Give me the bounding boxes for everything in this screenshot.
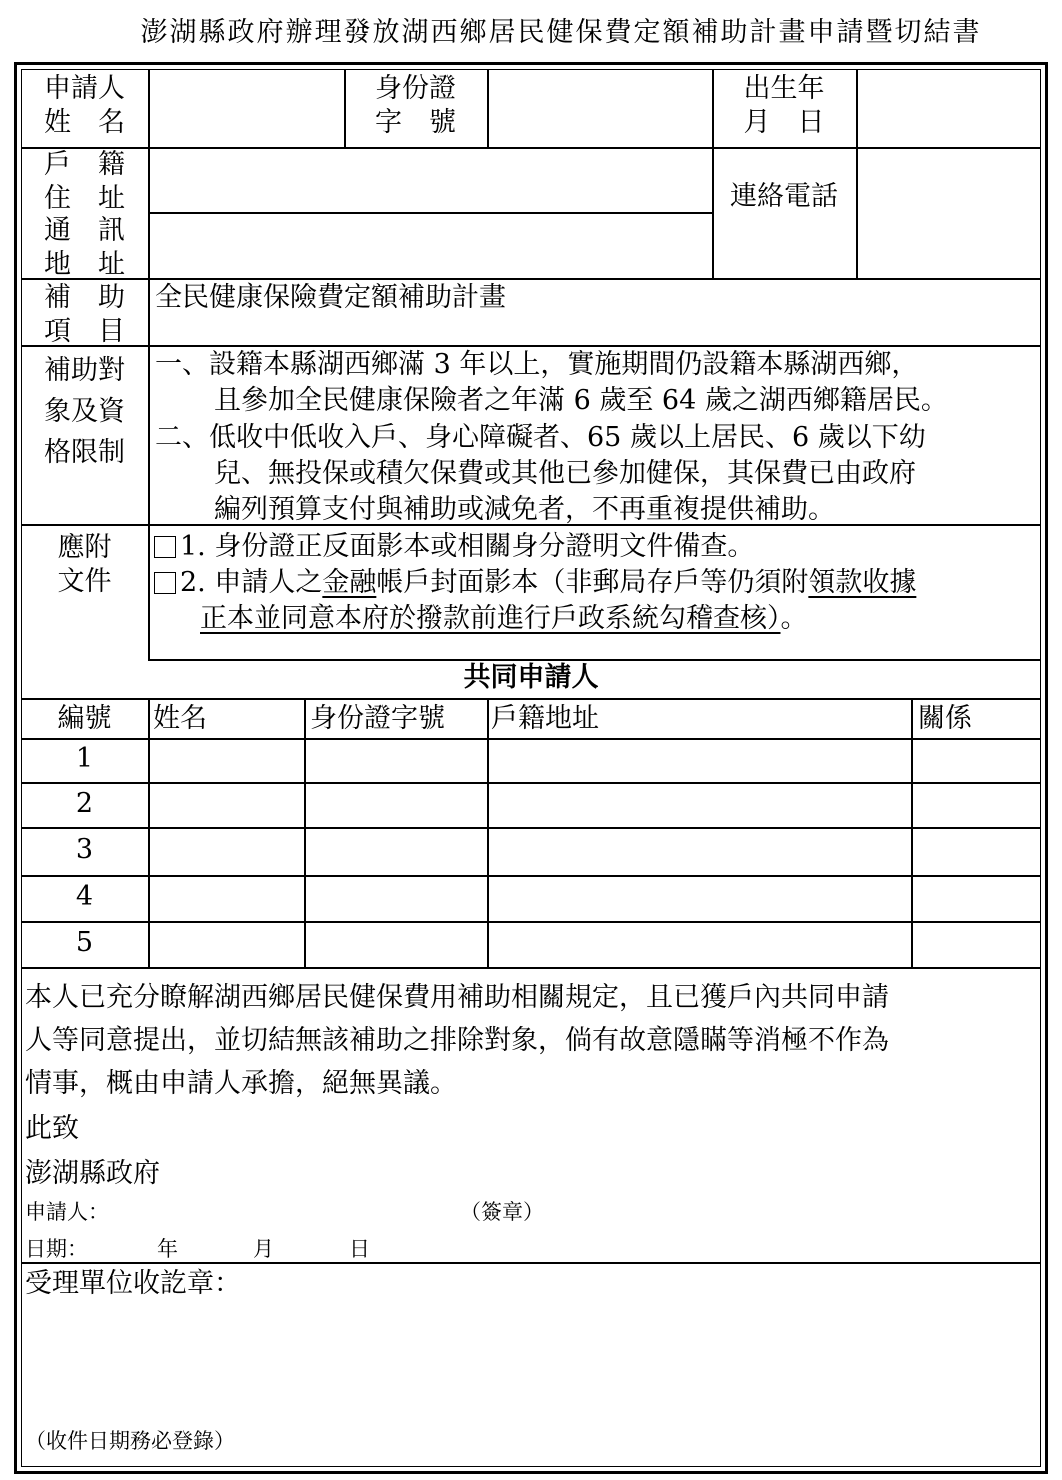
month-label: 月 xyxy=(253,1237,274,1261)
row-number: 5 xyxy=(75,927,94,958)
eligibility-label: 補助對 象及資 格限制 xyxy=(44,355,125,468)
year-label: 年 xyxy=(157,1237,178,1261)
date-label: 日期： xyxy=(25,1237,88,1261)
attachment-1-checkbox[interactable] xyxy=(154,536,176,558)
id-number-label: 身份證 字 號 xyxy=(375,73,456,138)
subsidy-item-label: 補 助 項 目 xyxy=(44,282,125,347)
attachments-label: 應附 文件 xyxy=(57,532,112,597)
co-applicants-title: 共同申請人 xyxy=(463,662,599,693)
day-label: 日 xyxy=(349,1237,370,1261)
row-number: 3 xyxy=(75,834,94,865)
name-label: 申請人 姓 名 xyxy=(44,73,125,138)
receipt-date-note: （收件日期務必登錄） xyxy=(25,1429,235,1453)
salutation: 此致 xyxy=(25,1113,79,1144)
phone-label: 連絡電話 xyxy=(730,181,838,212)
header-name: 姓名 xyxy=(153,703,207,734)
attachment-item-2: 2. 申請人之金融帳戶封面影本（非郵局存戶等仍須附領款收據 xyxy=(154,566,916,600)
household-address-label: 戶 籍 住 址 xyxy=(44,149,125,214)
header-relationship: 關係 xyxy=(918,703,972,734)
form-title: 澎湖縣政府辦理發放湖西鄉居民健保費定額補助計畫申請暨切結書 xyxy=(140,17,982,48)
applicant-signature-label: 申請人： xyxy=(25,1200,109,1224)
receipt-stamp-label: 受理單位收訖章： xyxy=(25,1268,241,1299)
header-number: 編號 xyxy=(57,703,112,734)
row-number: 2 xyxy=(75,788,94,819)
header-household-address: 戶籍地址 xyxy=(491,703,599,734)
birth-date-label: 出生年 月 日 xyxy=(743,73,825,138)
subsidy-item-value: 全民健康保險費定額補助計畫 xyxy=(155,282,506,313)
row-number: 4 xyxy=(75,881,94,912)
attachment-2-checkbox[interactable] xyxy=(154,572,176,594)
mailing-address-label: 通 訊 地 址 xyxy=(44,215,125,280)
attachment-item-1: 1. 身份證正反面影本或相關身分證明文件備查。 xyxy=(154,530,754,564)
header-id-number: 身份證字號 xyxy=(310,703,445,734)
attachment-item-2-continued: 正本並同意本府於撥款前進行戶政系統勾稽查核）。 xyxy=(200,603,808,634)
seal-label: （簽章） xyxy=(460,1200,544,1224)
recipient: 澎湖縣政府 xyxy=(25,1158,160,1189)
row-number: 1 xyxy=(75,743,94,774)
